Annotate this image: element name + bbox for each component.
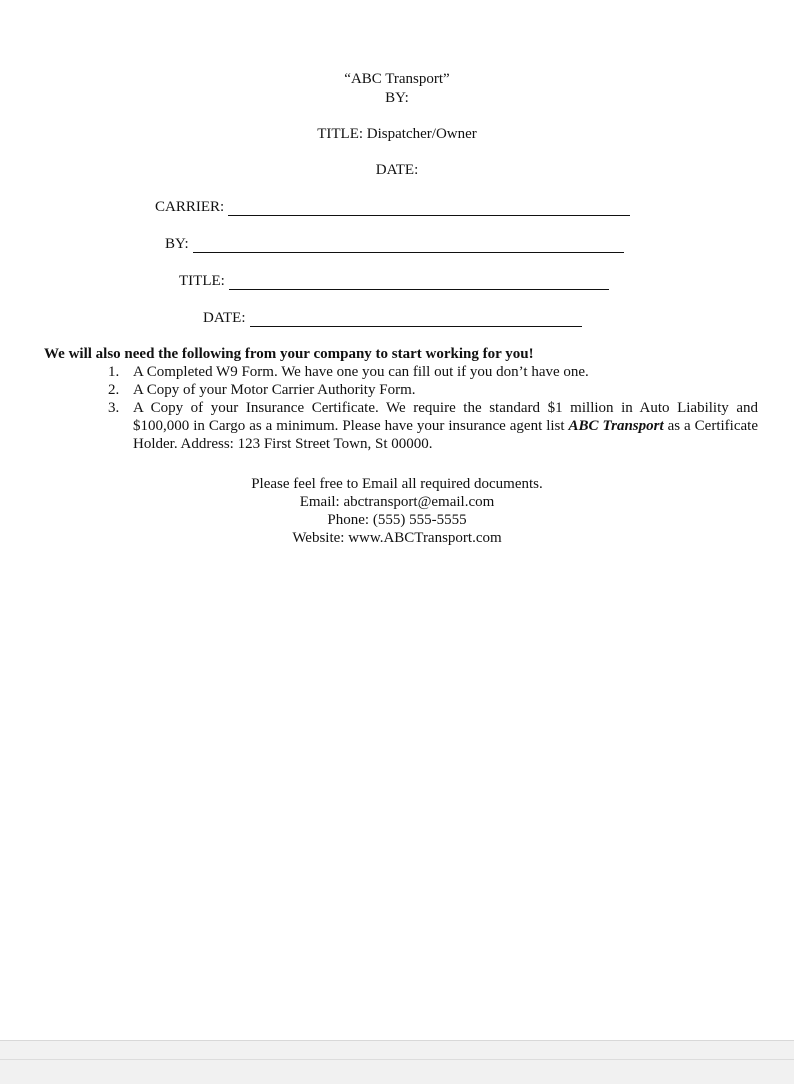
list-item bbox=[108, 363, 758, 381]
list-item-number: 3. bbox=[108, 400, 120, 416]
carrier-label: CARRIER: bbox=[155, 199, 225, 215]
title-line: TITLE: Dispatcher/Owner bbox=[317, 126, 477, 142]
carrier-title-label: TITLE: bbox=[179, 273, 225, 289]
list-item-number: 2. bbox=[108, 382, 120, 398]
title-signature-row bbox=[179, 272, 609, 290]
list-item bbox=[108, 381, 758, 399]
list-item-text-after: as a Certificate Holder. Address: 123 First Street Town, St 00000. bbox=[133, 418, 758, 452]
by-label: BY: bbox=[385, 90, 409, 106]
title-signature-line[interactable] bbox=[229, 275, 609, 290]
date-label: DATE: bbox=[375, 162, 419, 178]
by-signature-line[interactable] bbox=[193, 238, 624, 253]
list-item-number: 1. bbox=[108, 364, 120, 380]
list-item-text-before: A Copy of your Insurance Certificate. We require the standard $1 million in Auto Liability and $100,000 in Cargo as a minimum. Please have your insurance agent list bbox=[133, 400, 758, 434]
list-item-text: A Copy of your Motor Carrier Authority Form. bbox=[133, 382, 416, 398]
carrier-by-label: BY: bbox=[165, 236, 189, 252]
list-item-text: A Completed W9 Form. We have one you can fill out if you don’t have one. bbox=[133, 364, 589, 380]
contact-website: Website: www.ABCTransport.com bbox=[292, 530, 502, 546]
carrier-signature-line[interactable] bbox=[228, 201, 630, 216]
bottom-bar-divider bbox=[0, 1059, 794, 1060]
carrier-date-label: DATE: bbox=[203, 310, 246, 326]
requirements-list bbox=[108, 363, 758, 453]
date-signature-row bbox=[203, 309, 582, 327]
contact-phone: Phone: (555) 555-5555 bbox=[327, 512, 467, 528]
contact-intro: Please feel free to Email all required documents. bbox=[251, 476, 543, 492]
company-name: “ABC Transport” bbox=[344, 71, 450, 87]
by-signature-row bbox=[165, 235, 624, 253]
requirements-lead: We will also need the following from your company to start working for you! bbox=[44, 346, 534, 362]
bottom-scroll-bar[interactable] bbox=[0, 1040, 794, 1084]
carrier-signature-row bbox=[155, 198, 630, 216]
company-emphasis: ABC Transport bbox=[568, 418, 664, 434]
date-signature-line[interactable] bbox=[250, 312, 582, 327]
contact-email: Email: abctransport@email.com bbox=[299, 494, 495, 510]
list-item bbox=[108, 399, 758, 453]
